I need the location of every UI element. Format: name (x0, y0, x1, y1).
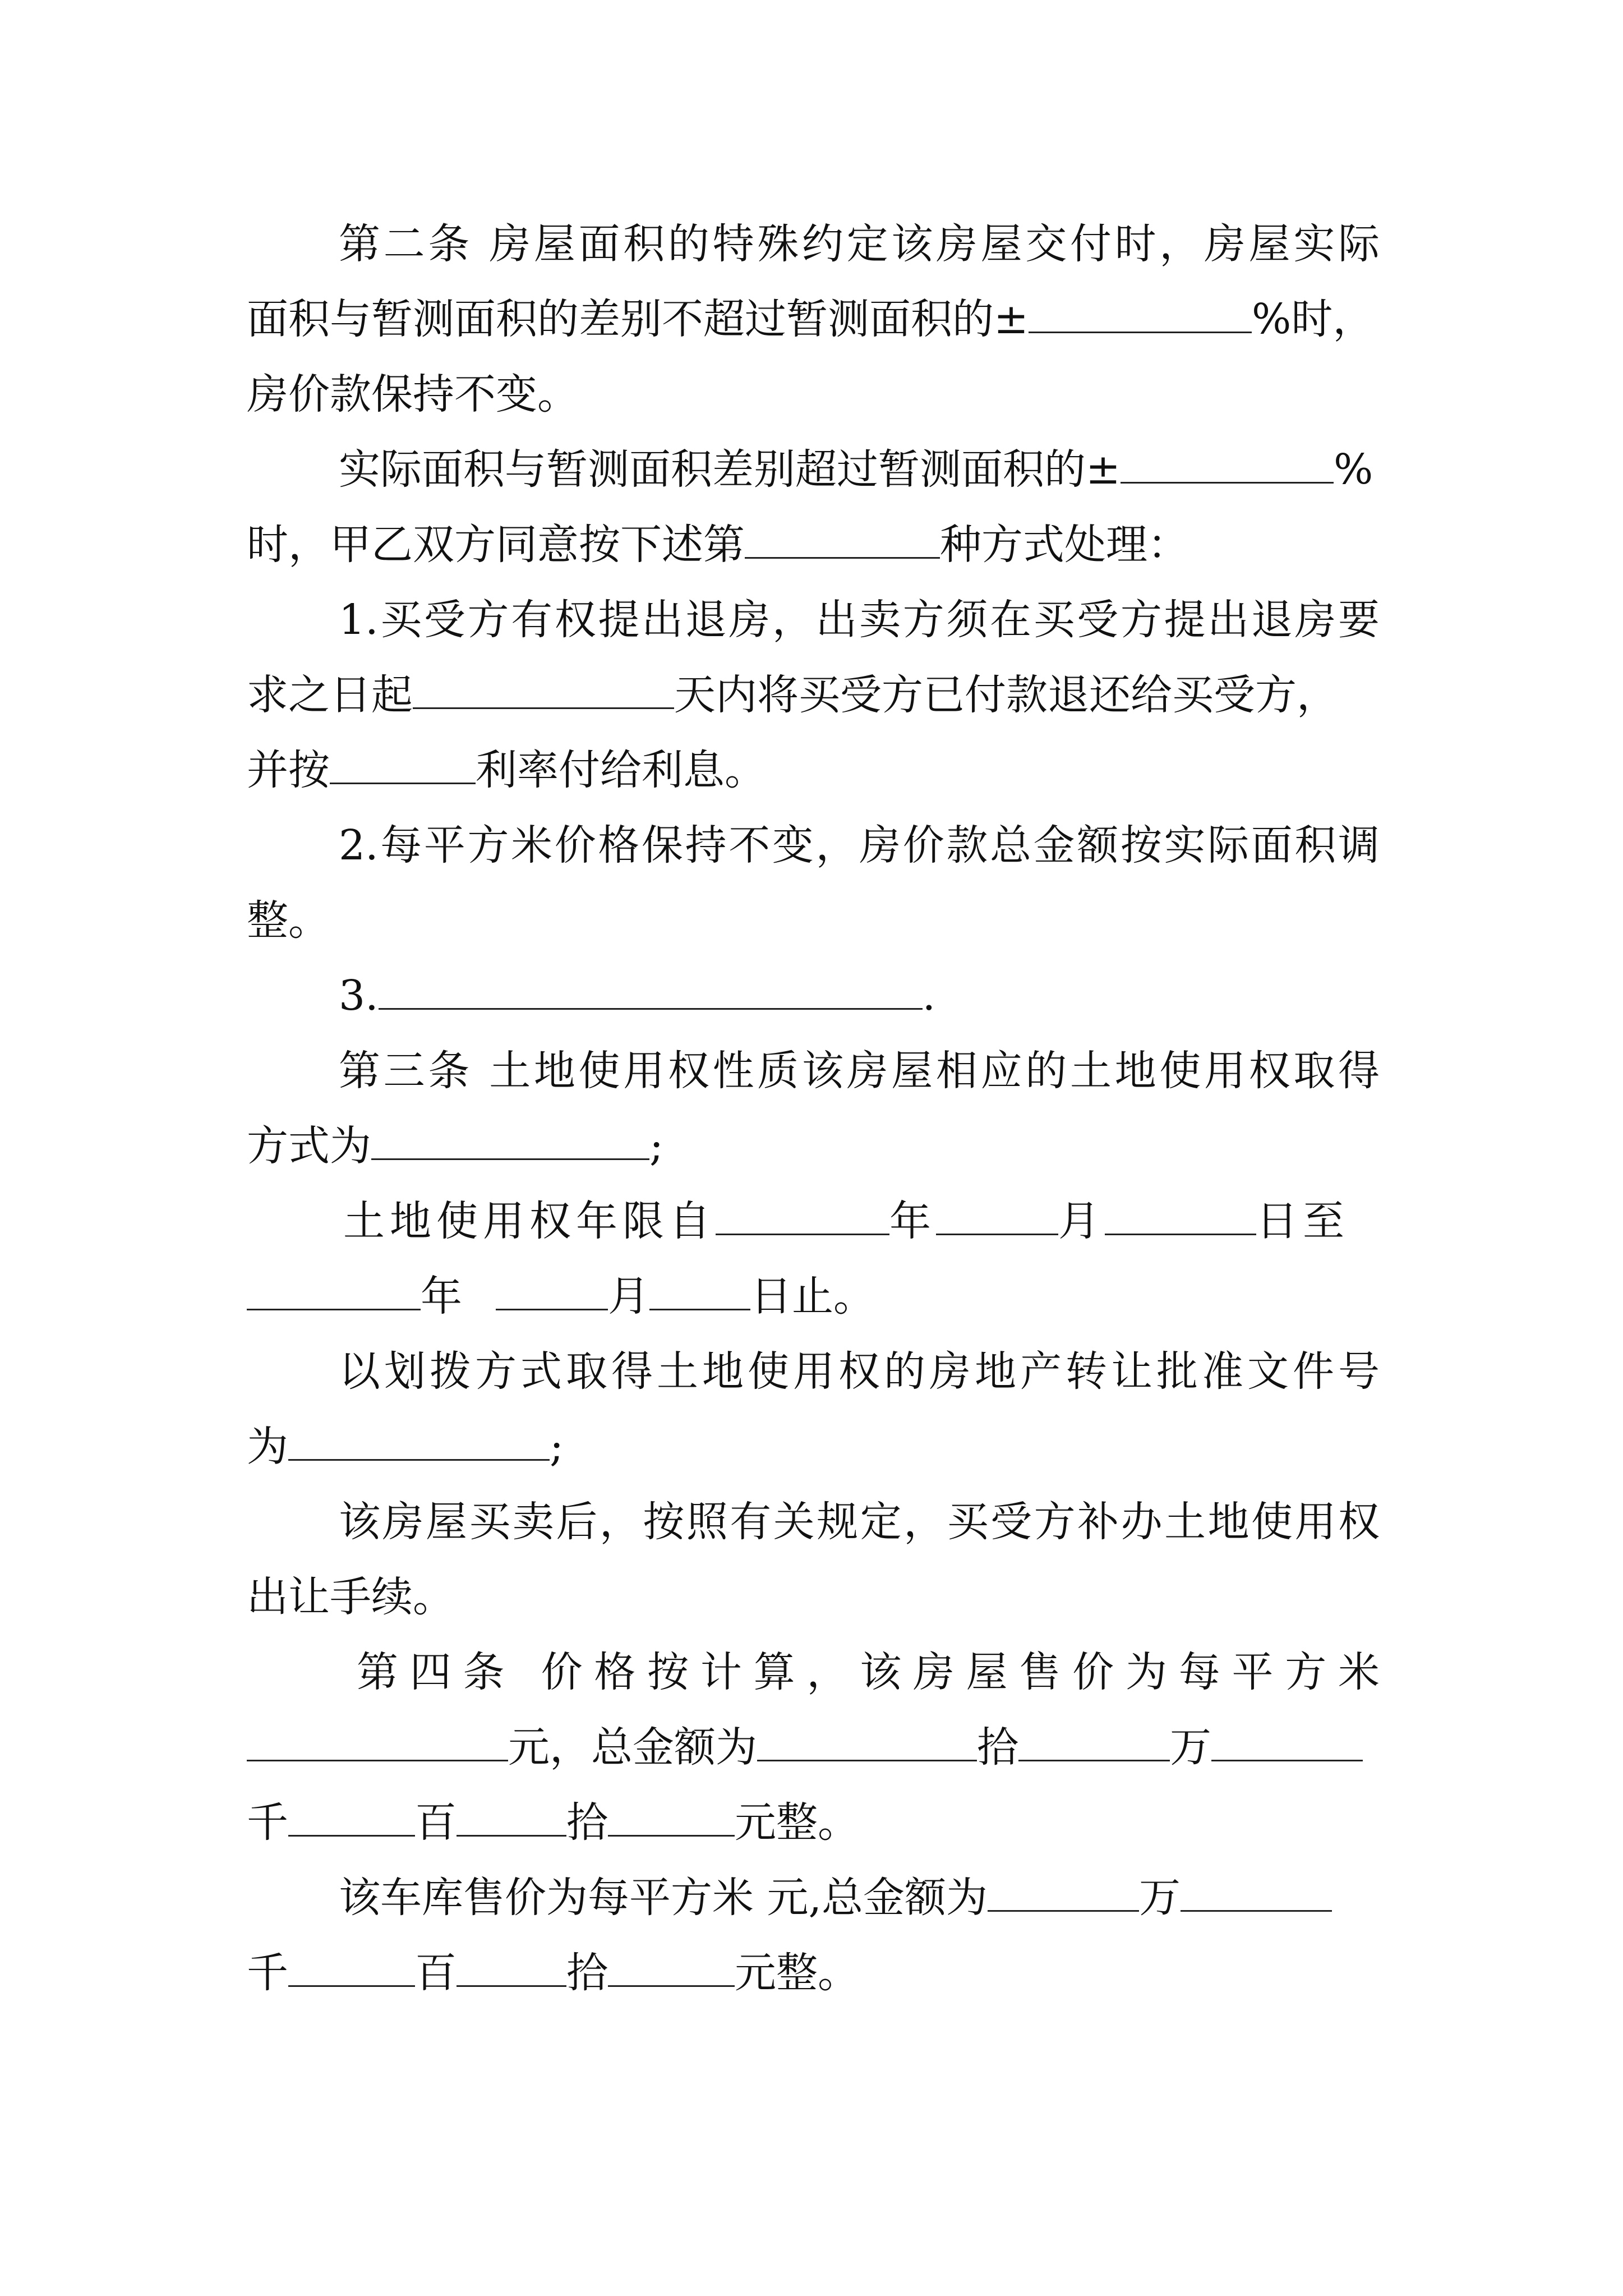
fill-blank-garage-wan[interactable] (988, 1871, 1139, 1912)
article-4-line-5 (247, 1945, 1380, 2001)
article-4-text: 第四条 价格按计算，该房屋售价为每平方米 (357, 1648, 1380, 1696)
option-3-line (339, 968, 1380, 1024)
text: 以划拨方式取得土地使用权的房地产转让批准文件号 (339, 1347, 1380, 1396)
fill-blank-start-month[interactable] (936, 1194, 1058, 1235)
text: 拾 (566, 1798, 608, 1847)
text: 为 (247, 1423, 288, 1471)
article-3-line-4 (247, 1268, 1380, 1324)
article-3-line-7 (339, 1494, 1380, 1550)
text: 千 (247, 1798, 288, 1847)
fill-blank-start-year[interactable] (716, 1194, 889, 1235)
article-2-heading-line (339, 216, 1380, 272)
option-2-line-2 (247, 892, 1380, 949)
text: 该车库售价为每平方米 元,总金额为 (339, 1874, 988, 1922)
fill-blank-interest-rate[interactable] (330, 743, 476, 784)
fill-blank-tolerance-exceed[interactable] (1121, 443, 1334, 484)
fill-blank-end-month[interactable] (496, 1269, 608, 1310)
text: 百 (415, 1798, 457, 1847)
text: 月 (1058, 1197, 1105, 1245)
article-3-line-3 (343, 1193, 1380, 1249)
text: 年 (421, 1272, 462, 1320)
fill-blank-approval-number[interactable] (288, 1420, 550, 1461)
text: 该房屋买卖后，按照有关规定，买受方补办土地使用权 (339, 1498, 1380, 1546)
text: ; (649, 1122, 663, 1170)
article-4-line-4 (339, 1870, 1380, 1926)
fill-blank-unit-price[interactable] (247, 1720, 508, 1761)
fill-blank-end-year[interactable] (247, 1269, 421, 1310)
fill-blank-option-3[interactable] (379, 969, 923, 1010)
text: 千 (247, 1949, 288, 1997)
article-3-line-5 (339, 1343, 1380, 1400)
text: 实际面积与暂测面积差别超过暂测面积的± (339, 445, 1121, 494)
fill-blank-acquisition-method[interactable] (371, 1119, 649, 1160)
fill-blank-amount-wan[interactable] (1018, 1720, 1170, 1761)
text: 3. (339, 972, 379, 1020)
text: 求之日起 (247, 671, 413, 719)
article-4-line-3 (247, 1795, 1380, 1851)
text: 面积与暂测面积的差别不超过暂测面积的± (247, 295, 1029, 343)
text: 元整。 (735, 1949, 859, 1997)
option-2-line-1 (339, 817, 1380, 873)
text: 方式为 (247, 1122, 371, 1170)
article-2-line-4 (339, 441, 1380, 498)
fill-blank-qian[interactable] (288, 1796, 415, 1837)
text: % (1334, 445, 1373, 494)
fill-blank-end-day[interactable] (649, 1269, 750, 1310)
text: 1.买受方有权提出退房，出卖方须在买受方提出退房要 (339, 596, 1380, 644)
article-2-text: 第二条 房屋面积的特殊约定该房屋交付时，房屋实际 (339, 220, 1380, 268)
article-2-line-5 (247, 517, 1380, 573)
option-1-line-2 (247, 667, 1380, 723)
text: 并按 (247, 746, 330, 794)
text: 利率付给利息。 (476, 746, 766, 794)
article-3-heading-line (339, 1043, 1380, 1099)
text: 元，总金额为 (508, 1723, 757, 1772)
article-2-line-3 (247, 366, 1380, 422)
fill-blank-shi[interactable] (608, 1796, 735, 1837)
text: 土地使用权年限自 (343, 1197, 716, 1245)
text: 整。 (247, 896, 330, 945)
text: 日止。 (750, 1272, 875, 1320)
article-3-text: 第三条 土地使用权性质该房屋相应的土地使用权取得 (339, 1047, 1380, 1095)
option-1-line-3 (247, 742, 1380, 798)
article-4-line-2 (247, 1719, 1380, 1775)
text: 年 (889, 1197, 936, 1245)
text: 种方式处理： (940, 521, 1189, 569)
text: 时，甲乙双方同意按下述第 (247, 521, 745, 569)
fill-blank-amount-tail[interactable] (1211, 1720, 1363, 1761)
text: 房价款保持不变。 (247, 370, 579, 418)
fill-blank-garage-qian[interactable] (288, 1946, 415, 1987)
article-3-line-8 (247, 1569, 1380, 1625)
article-3-line-2 (247, 1118, 1380, 1174)
text: 天内将买受方已付款退还给买受方， (674, 671, 1338, 719)
fill-blank-garage-shi[interactable] (608, 1946, 735, 1987)
text: 2.每平方米价格保持不变，房价款总金额按实际面积调 (339, 821, 1380, 869)
text: 日至 (1256, 1197, 1349, 1245)
text: 月 (608, 1272, 649, 1320)
text: 拾 (977, 1723, 1018, 1772)
fill-blank-amount-shi[interactable] (757, 1720, 977, 1761)
text: . (922, 972, 936, 1020)
fill-blank-tolerance[interactable] (1029, 292, 1252, 333)
fill-blank-garage-bai[interactable] (457, 1946, 566, 1987)
text: 百 (415, 1949, 457, 1997)
text: 万 (1139, 1874, 1181, 1922)
fill-blank-option[interactable] (745, 518, 940, 559)
fill-blank-garage-tail[interactable] (1181, 1871, 1332, 1912)
text: %时， (1252, 295, 1375, 343)
text: 元整。 (735, 1798, 859, 1847)
fill-blank-bai[interactable] (457, 1796, 566, 1837)
text: 万 (1170, 1723, 1211, 1772)
text: 拾 (566, 1949, 608, 1997)
article-3-line-6 (247, 1419, 1380, 1475)
text: 出让手续。 (247, 1573, 454, 1621)
fill-blank-days[interactable] (413, 668, 674, 709)
text: ; (550, 1423, 564, 1471)
article-2-line-2 (247, 291, 1380, 347)
option-1-line-1 (339, 592, 1380, 648)
fill-blank-start-day[interactable] (1105, 1194, 1256, 1235)
article-4-heading-line (357, 1644, 1380, 1700)
